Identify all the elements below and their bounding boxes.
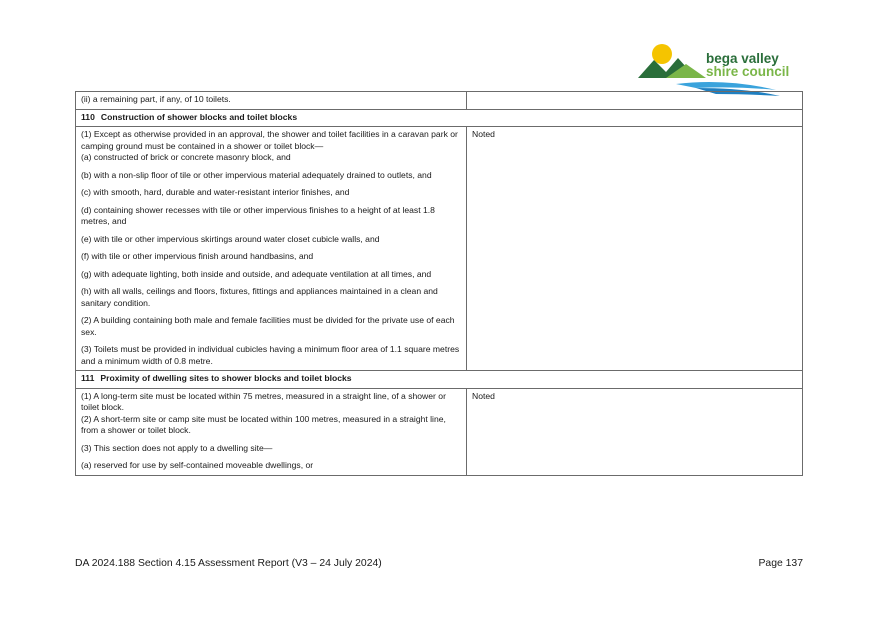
clause-paragraph: (g) with adequate lighting, both inside and outside, and adequate ventilation at all times, and (81, 268, 432, 279)
clause-paragraph: (1) A long-term site must be located within 75 metres, measured in a straight line, of a shower or toilet block. (81, 390, 446, 412)
footer-document-title: DA 2024.188 Section 4.15 Assessment Report (V3 – 24 July 2024) (75, 558, 382, 569)
section-number: 111 (81, 373, 95, 383)
table-row (76, 127, 803, 371)
table-row (76, 388, 803, 475)
section-heading (76, 371, 803, 389)
requirement-cell: (ii) a remaining part, if any, of 10 toilets. (76, 92, 467, 110)
logo-line-1: bega valley (706, 51, 779, 66)
requirement-cell (76, 127, 467, 371)
clause-paragraph: (a) reserved for use by self-contained moveable dwellings, or (81, 460, 314, 470)
clause-paragraph: (e) with tile or other impervious skirtings around water closet cubicle walls, and (81, 233, 380, 244)
assessment-table (75, 91, 803, 476)
clause-paragraph: (c) with smooth, hard, durable and water-resistant interior finishes, and (81, 187, 350, 197)
logo-line-2: shire council (706, 64, 790, 79)
section-number: 110 (81, 111, 95, 122)
comment-cell: Noted (467, 127, 803, 371)
clause-paragraph: (3) Toilets must be provided in individual cubicles having a minimum floor area of 1.1 square metres and a minimum width of 0.8 metre. (81, 344, 460, 366)
clause-paragraph: (2) A short-term site or camp site must be located within 100 metres, measured in a straight line, from a shower or toilet block. (81, 413, 446, 435)
section-title: Proximity of dwelling sites to shower blocks and toilet blocks (100, 373, 352, 383)
table-row (76, 92, 803, 110)
clause-paragraph: (1) Except as otherwise provided in an approval, the shower and toilet facilities in a caravan park or camping ground must be contained in a shower or toilet block— (81, 129, 458, 151)
clause-paragraph: (h) with all walls, ceilings and floors, fixtures, fittings and appliances maintained in a clean and sanitary condition. (81, 286, 438, 308)
clause-paragraph: (a) constructed of brick or concrete masonry block, and (81, 152, 291, 162)
clause-paragraph: (3) This section does not apply to a dwelling site— (81, 442, 273, 453)
comment-cell (467, 92, 803, 110)
section-heading-row (76, 109, 803, 127)
logo-wordmark (706, 52, 789, 78)
section-heading (76, 109, 803, 127)
clause-paragraph: (b) with a non-slip floor of tile or other impervious material adequately drained to outlets, and (81, 169, 432, 180)
section-heading-row (76, 371, 803, 389)
clause-paragraph: (2) A building containing both male and female facilities must be divided for the private use of each sex. (81, 315, 455, 337)
clause-paragraph: (f) with tile or other impervious finish around handbasins, and (81, 251, 314, 261)
requirement-cell (76, 388, 467, 475)
comment-cell: Noted (467, 388, 803, 475)
footer-page-number: Page 137 (758, 558, 803, 569)
clause-paragraph: (d) containing shower recesses with tile or other impervious finishes to a height of at least 1.8 metres, and (81, 204, 435, 226)
section-title: Construction of shower blocks and toilet blocks (100, 111, 298, 122)
